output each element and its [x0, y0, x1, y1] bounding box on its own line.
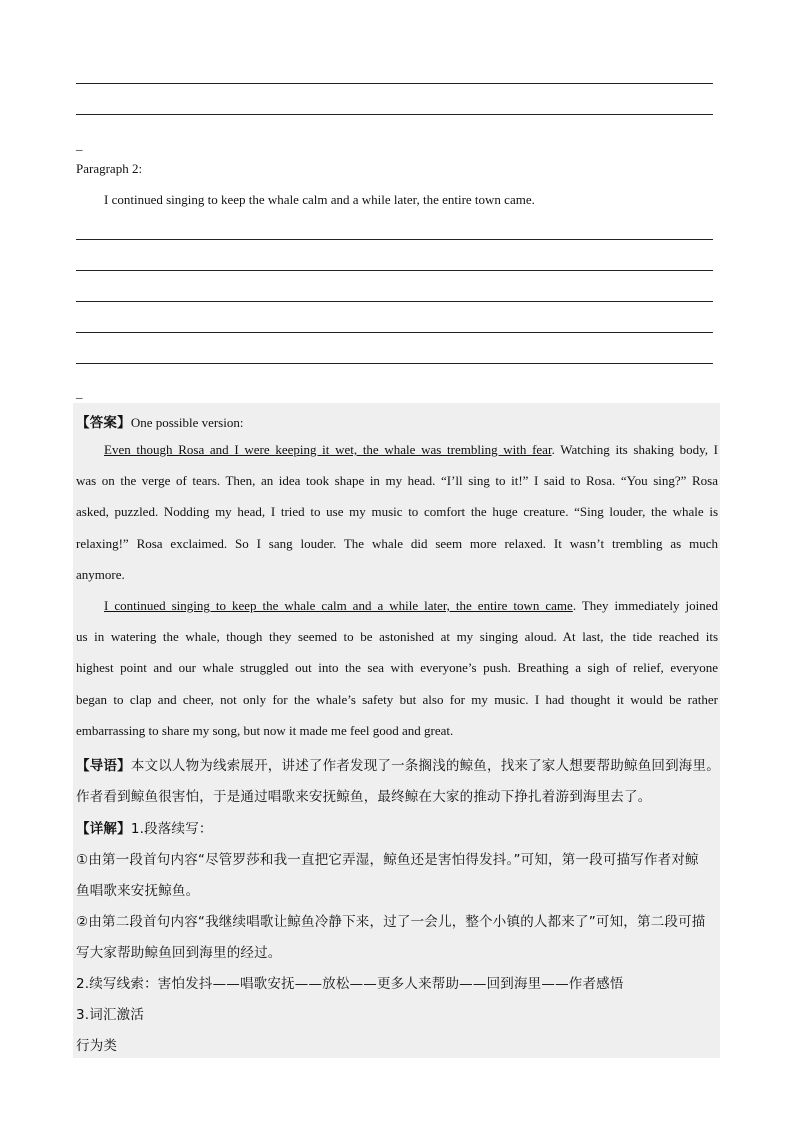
- guide-tag: 【导语】: [76, 758, 131, 774]
- answer-p2-line: began to clap and cheer, not only for the whale’s safety but also for my music. I had thought it would be rather: [76, 692, 718, 707]
- writing-line: [76, 363, 713, 364]
- paragraph2-label: Paragraph 2:: [76, 161, 143, 176]
- writing-line: [76, 114, 713, 115]
- answer-p2-line: I continued singing to keep the whale calm and a while later, the entire town came. They immediately joined: [104, 598, 719, 613]
- writing-line: [76, 301, 713, 302]
- answer-p2-line: us in watering the whale, though they seemed to be astonished at my singing aloud. At last, the tide reached its: [76, 629, 718, 644]
- detail-item: 鱼唱歌来安抚鲸鱼。: [76, 883, 200, 899]
- answer-p2-line: embarrassing to share my song, but now it made me feel good and great.: [76, 723, 454, 738]
- paragraph2-starter: I continued singing to keep the whale calm and a while later, the entire town came.: [104, 192, 535, 207]
- answer-intro: One possible version:: [130, 415, 244, 430]
- answer-tag: 【答案】: [76, 415, 131, 431]
- writing-line: [76, 270, 713, 271]
- underlined-starter: I continued singing to keep the whale calm and a while later, the entire town came: [104, 598, 573, 613]
- answer-p1-line: asked, puzzled. Nodding my head, I tried to use my music to comfort the huge creature. “Sing louder, the whale is: [76, 504, 718, 519]
- detail-tag: 【详解】: [76, 821, 131, 837]
- answer-p1-line: relaxing!” Rosa exclaimed. So I sang louder. The whale did seem more relaxed. It wasn’t trembling as much: [76, 536, 718, 551]
- detail-category: 行为类: [76, 1038, 118, 1054]
- answer-p1-line: Even though Rosa and I were keeping it wet, the whale was trembling with fear. Watching its shaking body, I: [104, 442, 718, 457]
- guide-line: 【导语】本文以人物为线索展开，讲述了作者发现了一条搁浅的鲸鱼，找来了家人想要帮助鲸鱼回到海里。: [76, 758, 720, 774]
- writing-line: [76, 83, 713, 84]
- writing-line: [76, 239, 713, 240]
- underlined-starter: Even though Rosa and I were keeping it wet, the whale was trembling with fear: [104, 442, 552, 457]
- answer-p1-line: anymore.: [76, 567, 125, 582]
- writing-line: [76, 332, 713, 333]
- answer-p2-line: highest point and our whale struggled out into the sea with everyone’s push. Breathing a sigh of relief, everyone: [76, 660, 718, 675]
- answer-heading: [76, 411, 718, 431]
- detail-heading: 【详解】1.段落续写：: [76, 821, 213, 837]
- answer-p1-line: was on the verge of tears. Then, an idea took shape in my head. “I’ll sing to it!” I said to Rosa. “You sing?” Rosa: [76, 473, 718, 488]
- dash-mark: _: [76, 137, 83, 152]
- detail-item: 写大家帮助鲸鱼回到海里的经过。: [76, 945, 282, 961]
- dash-mark: _: [76, 385, 83, 400]
- guide-line: 作者看到鲸鱼很害怕，于是通过唱歌来安抚鲸鱼，最终鲸在大家的推动下挣扎着游到海里去了。: [76, 789, 652, 805]
- detail-clue: 2.续写线索：害怕发抖——唱歌安抚——放松——更多人来帮助——回到海里——作者感悟: [76, 976, 624, 992]
- detail-item: ②由第二段首句内容“我继续唱歌让鲸鱼冷静下来，过了一会儿，整个小镇的人都来了”可知，第二段可描: [76, 914, 706, 930]
- detail-vocab: 3.词汇激活: [76, 1007, 145, 1023]
- detail-item: ①由第一段首句内容“尽管罗莎和我一直把它弄湿，鲸鱼还是害怕得发抖。”可知，第一段可描写作者对鲸: [76, 852, 699, 868]
